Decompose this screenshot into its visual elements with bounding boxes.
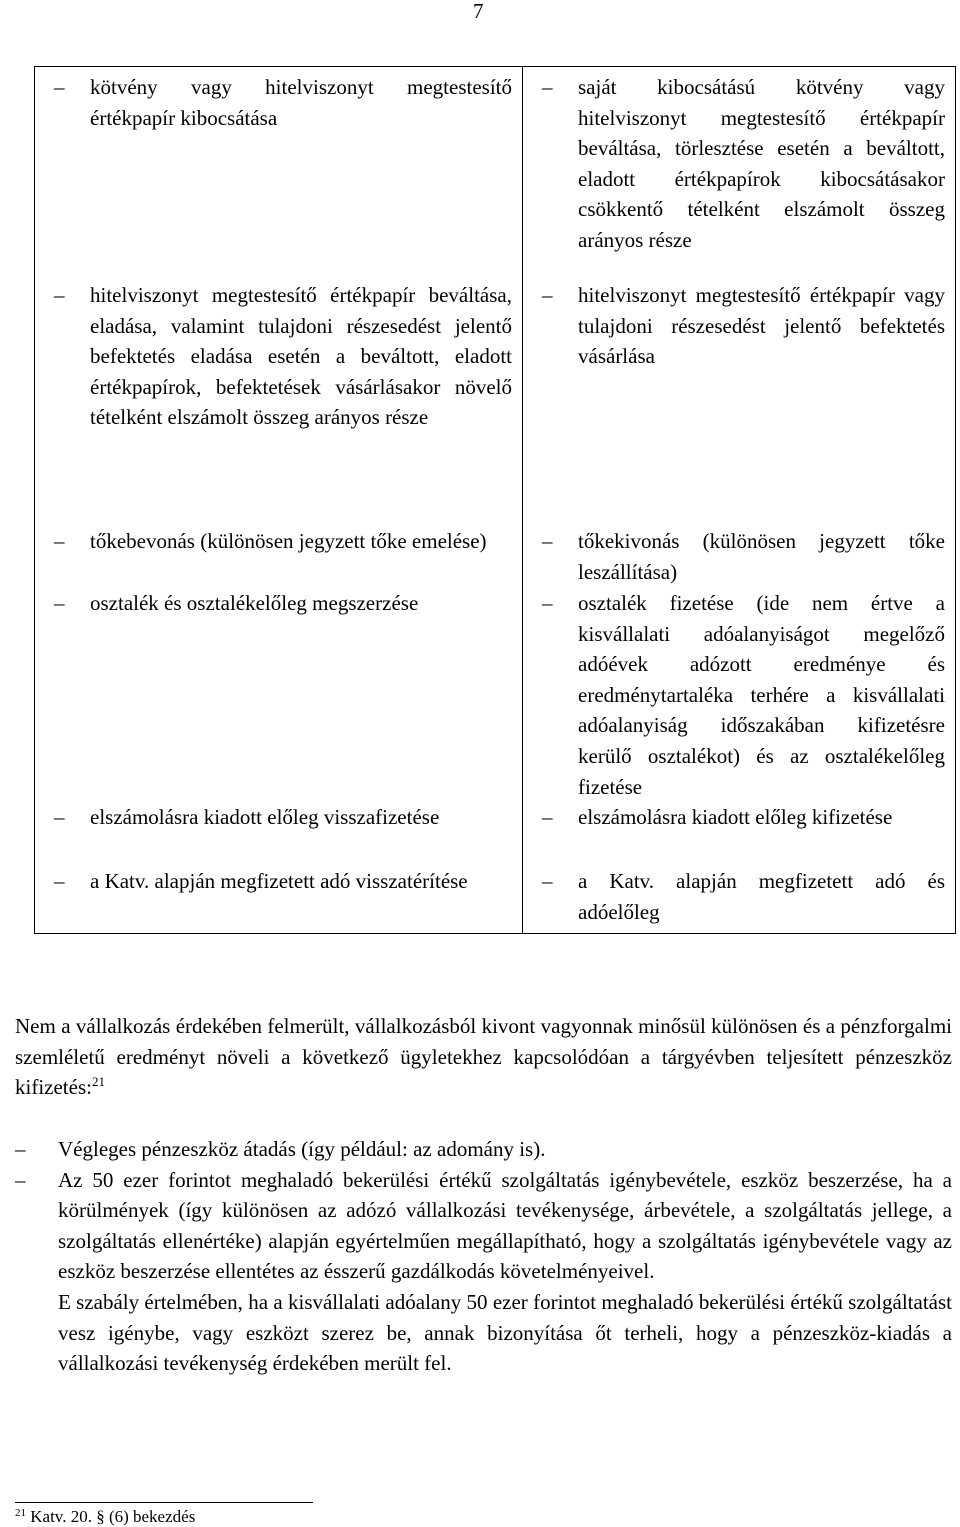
comparison-table (34, 66, 956, 934)
dash-bullet: – (542, 805, 553, 830)
list-item (54, 802, 512, 866)
item-text: tőkebevonás (különösen jegyzett tőke emelése) (90, 529, 487, 553)
list-item (542, 72, 945, 280)
list-item (54, 866, 512, 897)
item-text: hitelviszonyt megtestesítő értékpapír beváltása, eladása, valamint tulajdoni részesedést jelentő befektetés eladása esetén a beváltott, eladott értékpapírok, befektetések vásárlásakor növelő tételként elszámolt összeg arányos része (90, 283, 512, 430)
bullet-item (15, 1134, 952, 1165)
dash-bullet: – (54, 529, 65, 553)
bullet-list (15, 1134, 952, 1379)
item-text: a Katv. alapján megfizetett adó és adóelőleg (578, 869, 945, 924)
list-item (542, 280, 945, 526)
dash-bullet: – (54, 75, 65, 99)
bullet-item (15, 1165, 952, 1287)
dash-bullet: – (54, 805, 65, 829)
item-text: kötvény vagy hitelviszonyt megtestesítő értékpapír kibocsátása (90, 75, 512, 130)
page-number: 7 (473, 0, 484, 23)
item-text: elszámolásra kiadott előleg visszafizetése (90, 805, 440, 829)
item-text: osztalék és osztalékelőleg megszerzése (90, 591, 419, 615)
intro-paragraph (15, 1011, 952, 1103)
dash-bullet: – (15, 1167, 26, 1192)
dash-bullet: – (542, 591, 553, 615)
table-row (35, 67, 956, 934)
dash-bullet: – (542, 75, 553, 99)
list-item (542, 866, 945, 927)
right-column-cell (523, 67, 956, 934)
list-item (542, 588, 945, 802)
item-text: hitelviszonyt megtestesítő értékpapír vagy tulajdoni részesedést jelentő befektetés vásárlása (578, 283, 945, 369)
list-item (542, 802, 945, 866)
item-text: saját kibocsátású kötvény vagy hitelviszonyt megtestesítő értékpapír beváltása, törlesztése esetén a beváltott, eladott értékpapírok kibocsátásakor csökkentő tételként elszámolt összeg arányos része (578, 75, 945, 252)
footnote (15, 1507, 195, 1527)
bullet-text: Az 50 ezer forintot meghaladó bekerülési értékű szolgáltatás igénybevétele, eszköz beszerzése, ha a körülmények (így különösen az adózó vállalkozási tevékenysége, árbevétele, a szolgáltatás jellege, a szolgáltatás ellenértéke) alapján egyértelműen megállapítható, hogy a szolgáltatás igénybevétele vagy az eszköz beszerzése ellentétes az ésszerű gazdálkodás követelményeivel. (58, 1167, 952, 1284)
rule-note-paragraph: E szabály értelmében, ha a kisvállalati adóalany 50 ezer forintot meghaladó bekerülési értékű szolgáltatást vesz igénybe, vagy eszközt szerez be, annak bizonyítása őt terheli, hogy a pénzeszköz-kiadás a vállalkozási tevékenység érdekében merült fel. (58, 1289, 952, 1376)
intro-text: Nem a vállalkozás érdekében felmerült, vállalkozásból kivont vagyonnak minősül különösen és a pénzforgalmi szemléletű eredményt növeli a következő ügyletekhez kapcsolódóan a tárgyévben teljesített pénzeszköz kifizetés: (15, 1014, 952, 1100)
list-item (54, 526, 512, 588)
dash-bullet: – (54, 869, 65, 893)
footnote-number: 21 (15, 1507, 26, 1519)
dash-bullet: – (542, 529, 553, 553)
dash-bullet: – (54, 591, 65, 615)
item-text: osztalék fizetése (ide nem értve a kisvállalati adóalanyiságot megelőző adóévek adózott eredménye és eredménytartaléka terhére a kisvállalati adóalanyiság időszakában kifizetésre kerülő osztalékot) és az osztalékelőleg fizetése (578, 591, 945, 799)
item-text: elszámolásra kiadott előleg kifizetése (578, 805, 893, 830)
dash-bullet: – (15, 1137, 26, 1161)
footnote-reference[interactable]: 21 (91, 1074, 105, 1090)
list-item (54, 280, 512, 526)
list-item (542, 526, 945, 588)
dash-bullet: – (54, 283, 65, 307)
left-column-cell (35, 67, 523, 934)
footnote-text: Katv. 20. § (6) bekezdés (30, 1507, 196, 1526)
bullet-text: Végleges pénzeszköz átadás (így például: az adomány is). (58, 1137, 546, 1161)
dash-bullet: – (542, 283, 553, 307)
item-text: tőkekivonás (különösen jegyzett tőke leszállítása) (578, 529, 945, 584)
list-item (54, 72, 512, 280)
item-text: a Katv. alapján megfizetett adó visszatérítése (90, 869, 468, 893)
dash-bullet: – (542, 869, 553, 894)
list-item (54, 588, 512, 802)
footnote-separator (15, 1502, 313, 1503)
